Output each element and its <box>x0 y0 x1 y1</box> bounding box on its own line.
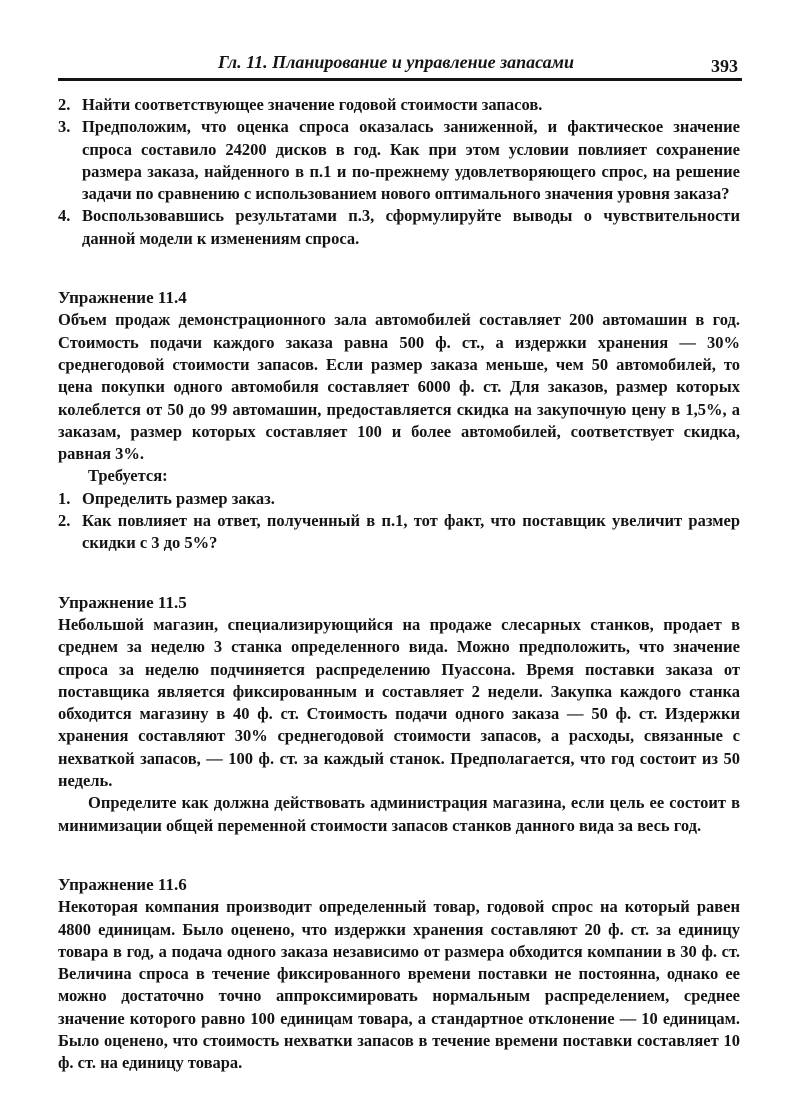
list-item-number: 2. <box>58 95 71 114</box>
exercise-body: Некоторая компания производит определенный товар, годовой спрос на который равен 4800 единицам. Было оценено, что издержки хранения составляют 20 ф. ст. за единицу товара в год, а подача одного заказа независимо от размера обходится компании в 30 ф. ст. Величина спроса в течение фиксированного времени поставки не постоянна, однако ее можно достаточно точно аппроксимировать нормальным распределением, среднее значение которого равно 100 единицам товара, а стандартное отклонение — 10 единицам. Было оценено, что стоимость нехватки запасов в течение времени поставки составляет 10 ф. ст. на единицу товара. <box>58 897 740 1073</box>
list-item-number: 1. <box>58 488 71 508</box>
list-item <box>58 488 740 510</box>
exercise-11-6 <box>58 874 740 1075</box>
list-item-text: Определить размер заказ. <box>82 488 275 508</box>
exercise-task: Определите как должна действовать администрация магазина, если цель ее состоит в минимизации общей переменной стоимости запасов станков данного вида за весь год. <box>58 793 740 835</box>
list-item-text: Воспользовавшись результатами п.3, сформулируйте выводы о чувствительности данной модели к изменениям спроса. <box>82 206 740 248</box>
list-item <box>58 510 740 555</box>
running-title: Гл. 11. Планирование и управление запасами <box>218 52 574 72</box>
list-item-text: Предположим, что оценка спроса оказалась заниженной, и фактическое значение спроса составило 24200 дисков в год. Как при этом условии повлияет сохранение размера заказа, найденного в п.1 и по-прежнему удовлетворяющего спрос, на решение задачи по сравнению с использованием нового оптимального значения уровня заказа? <box>82 117 740 204</box>
exercise-11-5 <box>58 592 740 837</box>
list-item <box>58 205 740 250</box>
exercise-body: Небольшой магазин, специализирующийся на продаже слесарных станков, продает в среднем за неделю 3 станка определенного вида. Можно предположить, что значение спроса за неделю подчиняется распределению Пуассона. Время поставки заказа от поставщика является фиксированным и составляет 2 недели. Закупка каждого станка обходится магазину в 40 ф. ст. Стоимость подачи одного заказа — 50 ф. ст. Издержки хранения составляют 30% среднегодовой стоимости запасов, а расходы, связанные с нехваткой запасов, — 100 ф. ст. за каждый станок. Предполагается, что год состоит из 50 недель. <box>58 614 740 791</box>
list-item-number: 4. <box>58 206 71 226</box>
list-item-text: Найти соответствующее значение годовой стоимости запасов. <box>82 95 543 114</box>
page-content <box>58 94 740 1075</box>
list-item-number: 3. <box>58 117 71 137</box>
exercise-body: Объем продаж демонстрационного зала автомобилей составляет 200 автомашин в год. Стоимость подачи каждого заказа равна 500 ф. ст., а издержки хранения — 30% среднегодовой стоимости запасов. Если размер заказа меньше, чем 50 автомобилей, то цена покупки одного автомобиля составляет 6000 ф. ст. Для заказов, размер которых колеблется от 50 до 99 автомашин, предоставляется скидка на закупочную цену в 1,5%, а заказам, размер которых составляет 100 и более автомобилей, соответствует скидка, равная 3%. <box>58 310 740 464</box>
page-header <box>58 44 742 81</box>
list-item-number: 2. <box>58 511 71 531</box>
exercise-title: Упражнение 11.6 <box>58 874 187 894</box>
exercise-11-4 <box>58 287 740 555</box>
exercise-title: Упражнение 11.4 <box>58 288 187 308</box>
page-number: 393 <box>711 56 738 76</box>
required-label: Требуется: <box>88 466 168 486</box>
list-item-text: Как повлияет на ответ, полученный в п.1, тот факт, что поставщик увеличит размер скидки с 3 до 5%? <box>82 511 740 553</box>
list-item <box>58 94 740 116</box>
list-item <box>58 116 740 205</box>
exercise-title: Упражнение 11.5 <box>58 592 187 612</box>
